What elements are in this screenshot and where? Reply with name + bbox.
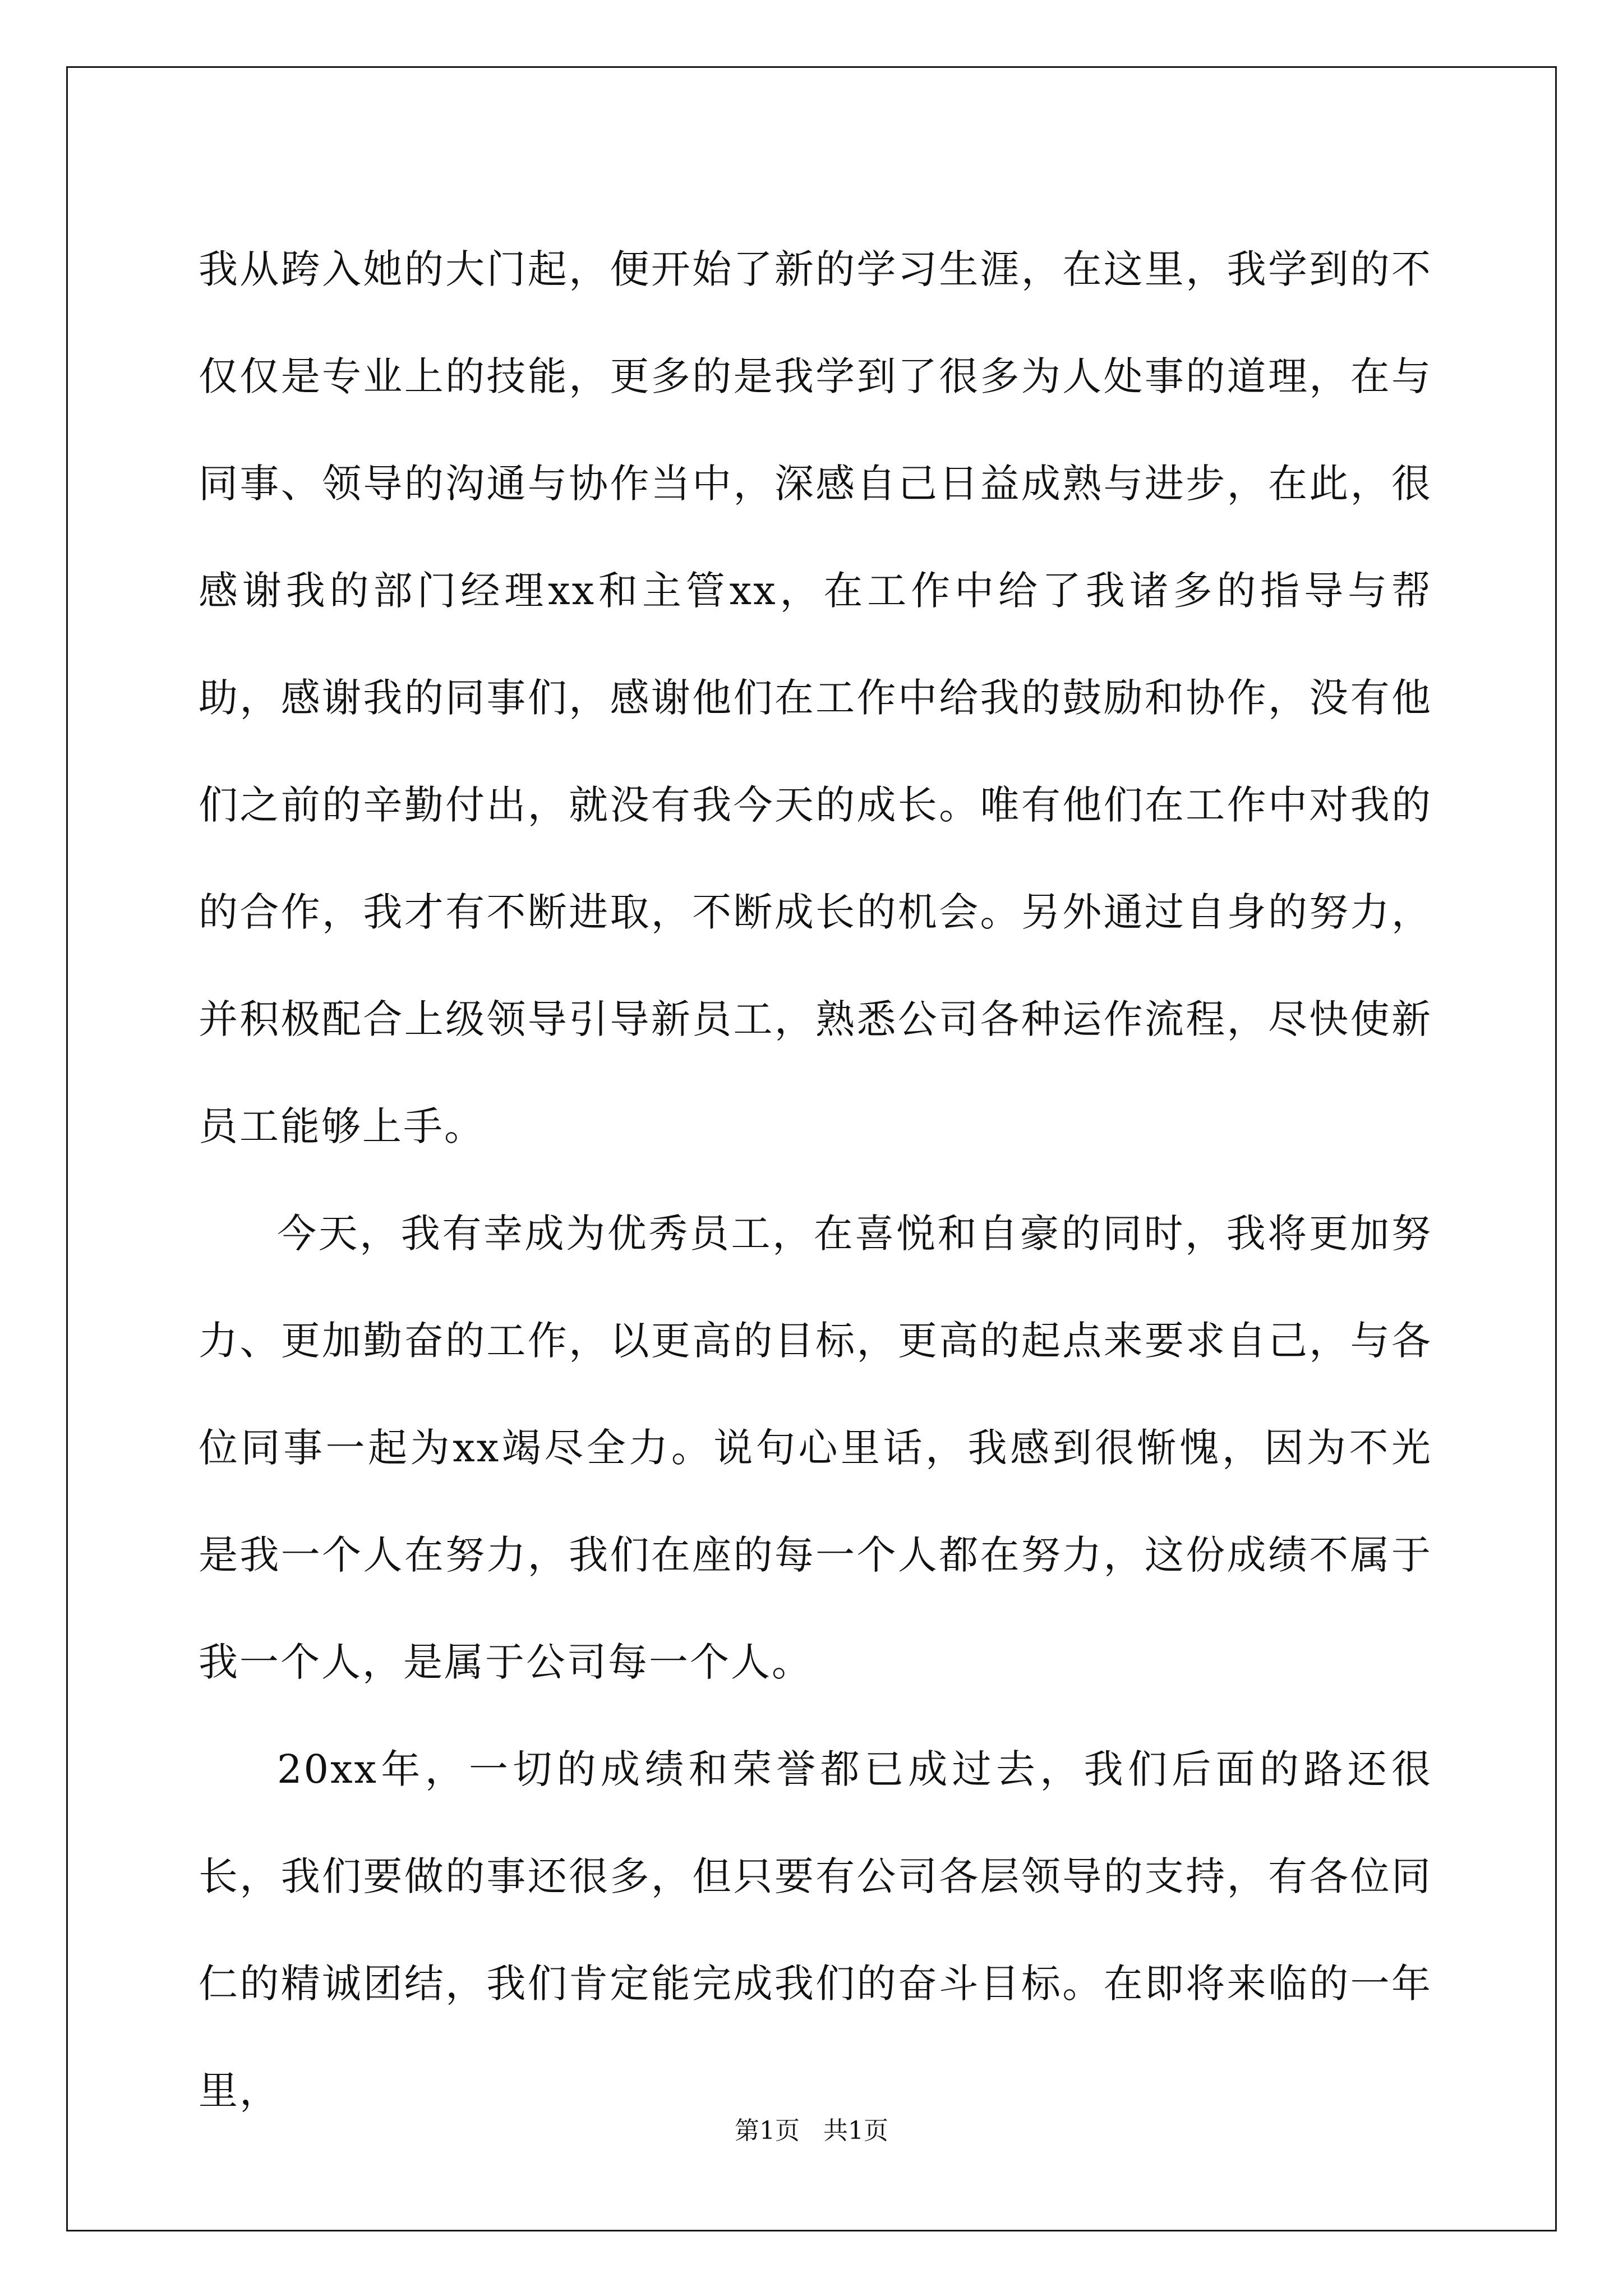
paragraph-1: 我从跨入她的大门起，便开始了新的学习生涯，在这里，我学到的不仅仅是专业上的技能，更多的是我学到了很多为人处事的道理，在与同事、领导的沟通与协作当中，深感自己日益成熟与进步，在此，很感谢我的部门经理xx和主管xx，在工作中给了我诸多的指导与帮助，感谢我的同事们，感谢他们在工作中给我的鼓励和协作，没有他们之前的辛勤付出，就没有我今天的成长。唯有他们在工作中对我的的合作，我才有不断进取，不断成长的机会。另外通过自身的努力，并积极配合上级领导引导新员工，熟悉公司各种运作流程，尽快使新员工能够上手。 bbox=[199, 246, 1432, 1149]
page-number-footer: 第1页 共1页 bbox=[735, 2116, 888, 2145]
paragraph-3: 20xx年，一切的成绩和荣誉都已成过去，我们后面的路还很长，我们要做的事还很多，但只要有公司各层领导的支持，有各位同仁的精诚团结，我们肯定能完成我们的奋斗目标。在即将来临的一年里， bbox=[199, 1746, 1432, 2114]
document-body bbox=[199, 216, 1432, 2145]
paragraph-2: 今天，我有幸成为优秀员工，在喜悦和自豪的同时，我将更加努力、更加勤奋的工作，以更高的目标，更高的起点来要求自己，与各位同事一起为xx竭尽全力。说句心里话，我感到很惭愧，因为不光是我一个人在努力，我们在座的每一个人都在努力，这份成绩不属于我一个人，是属于公司每一个人。 bbox=[199, 1211, 1432, 1685]
